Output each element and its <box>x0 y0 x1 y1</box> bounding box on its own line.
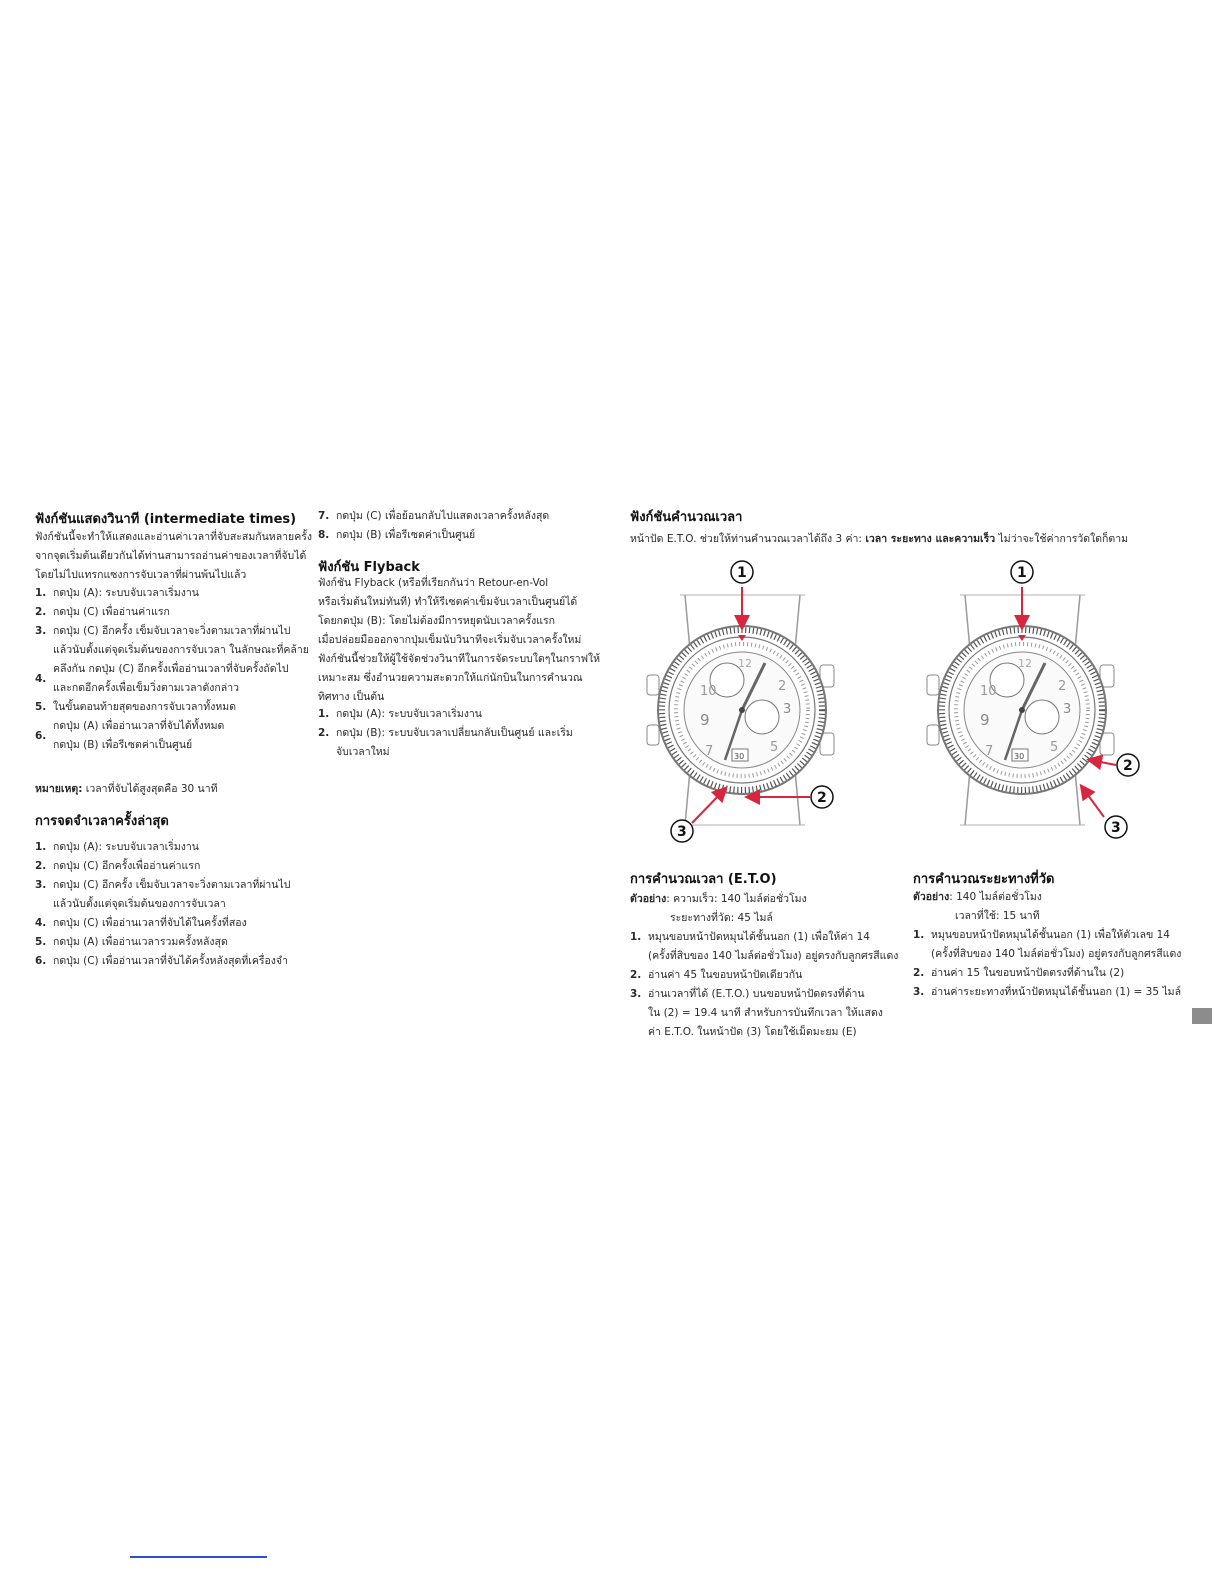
eto-steps <box>630 928 899 1042</box>
watch-diagrams <box>620 555 1180 855</box>
list-item: 4. คลึงกัน กดปุ่ม (C) อีกครั้งเพื่ออ่านเวลาที่จับครั้งถัดไป และกดอีกครั้งเพื่อเข็มวิ่งตามเวลาดังกล่าว <box>35 663 289 694</box>
intermediate-steps <box>35 584 310 755</box>
intermediate-times-heading: ฟังก์ชันแสดงวินาที (intermediate times) <box>35 512 297 527</box>
note: หมายเหตุ: เวลาที่จับได้สูงสุดคือ 30 นาที <box>35 783 218 795</box>
list-item: 4. กดปุ่ม (C) เพื่ออ่านเวลาที่จับได้ในครั้งที่สอง <box>35 917 247 929</box>
callout-3-arrow <box>1082 787 1104 817</box>
list-item: 3. กดปุ่ม (C) อีกครั้ง เข็มจับเวลาจะวิ่งตามเวลาที่ผ่านไป แล้วนับตั้งแต่จุดเริ่มต้นของการจับเวลา <box>35 879 291 910</box>
callout-3-label: 3 <box>677 824 687 840</box>
list-item: 1. กดปุ่ม (A): ระบบจับเวลาเริ่มงาน <box>35 587 199 599</box>
date-value: 30 <box>734 752 745 761</box>
numeral-12: 12 <box>1018 657 1032 670</box>
eto-example: ตัวอย่าง: ความเร็ว: 140 ไมล์ต่อชั่วโมง <box>630 893 807 905</box>
crown-e <box>647 725 659 745</box>
list-item: 3. อ่านเวลาที่ได้ (E.T.O.) บนขอบหน้าปัดตรงที่ด้าน ใน (2) = 19.4 นาที สำหรับการบันทึกเวลา ให้แสดง ค่า E.T.O. ในหน้าปัด (3) โดยใช้เม็ดมะยม (E) <box>630 988 883 1038</box>
numeral-7: 7 <box>705 744 714 759</box>
callout-1-label: 1 <box>737 565 747 581</box>
list-item: 5. ในขั้นตอนท้ายสุดของการจับเวลาทั้งหมด <box>35 701 237 713</box>
list-item: 2. อ่านค่า 45 ในขอบหน้าปัดเดียวกัน <box>630 969 803 981</box>
intro-line: ฟังก์ชันนี้ช่วยให้ผู้ใช้จัดช่วงวินาทีในการจัดระบบใดๆในกราฟให้ <box>318 653 601 665</box>
intro-line: หรือเริ่มต้นใหม่ทันที) ทำให้รีเซตค่าเข็มจับเวลาเป็นศูนย์ได้ <box>318 596 578 608</box>
watch-illustration-distance <box>927 561 1139 838</box>
pusher-c <box>647 675 659 695</box>
recall-steps-continued <box>318 507 593 545</box>
flyback-intro <box>318 574 601 707</box>
list-item: 1. กดปุ่ม (A): ระบบจับเวลาเริ่มงาน <box>35 841 199 853</box>
list-item: 1. หมุนขอบหน้าปัดหมุนได้ชั้นนอก (1) เพื่อให้ตัวเลข 14 (ครั้งที่สิบของ 140 ไมล์ต่อชั่วโมง) อยู่ตรงกับลูกศรสีแดง <box>913 929 1182 960</box>
pusher-c <box>927 675 939 695</box>
intro-line: ฟังก์ชันนี้จะทำให้แสดงและอ่านค่าเวลาที่จับสะสมกันหลายครั้ง <box>35 531 312 543</box>
numeral-10: 10 <box>980 684 997 699</box>
intro-line: โดยกดปุ่ม (B): โดยไม่ต้องมีการหยุดนับเวลาครั้งแรก <box>318 615 555 627</box>
list-item: 1. กดปุ่ม (A): ระบบจับเวลาเริ่มงาน <box>318 708 482 720</box>
numeral-3: 3 <box>1063 702 1072 717</box>
numeral-2: 2 <box>1058 679 1067 694</box>
watch-illustration-eto <box>647 561 834 842</box>
distance-steps <box>913 926 1183 1002</box>
time-calc-intro: หน้าปัด E.T.O. ช่วยให้ท่านคำนวณเวลาได้ถึง 3 ค่า: เวลา ระยะทาง และความเร็ว ไม่ว่าจะใช้ค่าการวัดใดก็ตาม <box>630 533 1129 545</box>
numeral-3: 3 <box>783 702 792 717</box>
hands-pivot <box>1019 707 1025 713</box>
intro-line: เมื่อปล่อยมือออกจากปุ่มเข็มนับวินาทีจะเริ่มจับเวลาครั้งใหม่ <box>318 634 582 646</box>
list-item: 1. หมุนขอบหน้าปัดหมุนได้ชั้นนอก (1) เพื่อให้ค่า 14 (ครั้งที่สิบของ 140 ไมล์ต่อชั่วโมง) อยู่ตรงกับลูกศรสีแดง <box>630 931 899 962</box>
callout-2-arrow <box>1090 760 1116 765</box>
subdial-right <box>1025 700 1059 734</box>
recall-steps <box>35 838 310 971</box>
distance-heading: การคำนวณระยะทางที่วัด <box>913 872 1055 887</box>
date-value: 30 <box>1014 752 1025 761</box>
eto-example-distance: ระยะทางที่วัด: 45 ไมล์ <box>670 912 773 924</box>
callout-2-label: 2 <box>817 790 827 806</box>
list-item: 5. กดปุ่ม (A) เพื่ออ่านเวลารวมครั้งหลังสุด <box>35 936 228 948</box>
callout-3-arrow <box>692 789 725 823</box>
intermediate-intro <box>35 528 312 585</box>
list-item: 8. กดปุ่ม (B) เพื่อรีเซตค่าเป็นศูนย์ <box>318 529 476 541</box>
recall-heading: การจดจำเวลาครั้งล่าสุด <box>35 814 169 829</box>
crown-e <box>927 725 939 745</box>
intro-line: โดยไม่ไปแทรกแซงการจับเวลาที่ผ่านพ้นไปแล้ว <box>35 569 247 581</box>
intro-line: ฟังก์ชัน Flyback (หรือที่เรียกกันว่า Retour-en-Vol <box>318 577 549 589</box>
list-item: 6. กดปุ่ม (A) เพื่ออ่านเวลาที่จับได้ทั้งหมด กดปุ่ม (B) เพื่อรีเซตค่าเป็นศูนย์ <box>35 720 225 751</box>
subdial-right <box>745 700 779 734</box>
numeral-5: 5 <box>770 740 779 755</box>
list-item: 3. อ่านค่าระยะทางที่หน้าปัดหมุนได้ชั้นนอก (1) = 35 ไมล์ <box>913 986 1182 998</box>
intro-line: จากจุดเริ่มต้นเดียวกันได้ท่านสามารถอ่านค่าของเวลาที่จับได้ <box>35 550 307 562</box>
list-item: 3. กดปุ่ม (C) อีกครั้ง เข็มจับเวลาจะวิ่งตามเวลาที่ผ่านไป แล้วนับตั้งแต่จุดเริ่มต้นของการจับเวลา ในลักษณะที่คล้าย <box>35 625 309 656</box>
flyback-steps <box>318 705 593 762</box>
page-tab <box>1192 1008 1212 1024</box>
numeral-5: 5 <box>1050 740 1059 755</box>
callout-2-label: 2 <box>1123 758 1133 774</box>
list-item: 2. กดปุ่ม (B): ระบบจับเวลาเปลี่ยนกลับเป็นศูนย์ และเริ่ม จับเวลาใหม่ <box>318 727 573 758</box>
distance-example-time: เวลาที่ใช้: 15 นาที <box>955 910 1040 922</box>
hands-pivot <box>739 707 745 713</box>
numeral-9: 9 <box>980 711 990 729</box>
footnote-rule <box>130 1556 267 1558</box>
intro-line: ทิศทาง เป็นต้น <box>318 691 385 703</box>
list-item: 7. กดปุ่ม (C) เพื่อย้อนกลับไปแสดงเวลาครั้งหลังสุด <box>318 510 550 522</box>
intro-line: เหมาะสม ซึ่งอำนวยความสะดวกให้แก่นักบินในการคำนวณ <box>318 672 583 684</box>
list-item: 2. กดปุ่ม (C) อีกครั้งเพื่ออ่านค่าแรก <box>35 860 201 872</box>
callout-3-label: 3 <box>1111 820 1121 836</box>
numeral-2: 2 <box>778 679 787 694</box>
numeral-12: 12 <box>738 657 752 670</box>
numeral-9: 9 <box>700 711 710 729</box>
list-item: 6. กดปุ่ม (C) เพื่ออ่านเวลาที่จับได้ครั้งหลังสุดที่เครื่องจำ <box>35 955 288 967</box>
list-item: 2. กดปุ่ม (C) เพื่ออ่านค่าแรก <box>35 606 170 618</box>
flyback-heading: ฟังก์ชัน Flyback <box>318 560 420 575</box>
time-calc-heading: ฟังก์ชันคำนวณเวลา <box>630 510 743 525</box>
eto-heading: การคำนวณเวลา (E.T.O) <box>630 872 777 887</box>
numeral-10: 10 <box>700 684 717 699</box>
callout-1-label: 1 <box>1017 565 1027 581</box>
distance-example: ตัวอย่าง: 140 ไมล์ต่อชั่วโมง <box>913 891 1042 903</box>
numeral-7: 7 <box>985 744 994 759</box>
list-item: 2. อ่านค่า 15 ในขอบหน้าปัดตรงที่ด้านใน (2) <box>913 967 1125 979</box>
